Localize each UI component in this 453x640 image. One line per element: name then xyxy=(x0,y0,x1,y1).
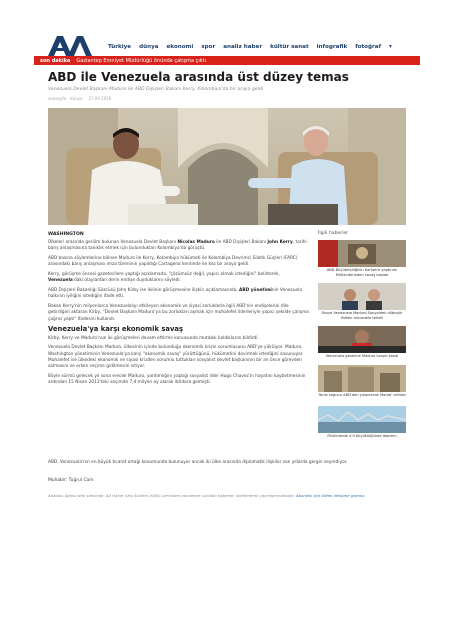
paragraph-5: Bakan Kerry'nin milyonlarca Venezuelalıyı etkileyen ekonomik ve siyasi zorluklarla ilgili ABD'nin endişelerini dile getirdiğini aktaran Kirby, "Devlet Başkanı Maduro'ya bu zorlukları aşmak için muhalefet liderleriyle yapıcı şekilde çalışma çağrısı yaptı" ifadesini kullandı. xyxy=(48,303,309,322)
article-body xyxy=(48,240,310,390)
related-thumbnail xyxy=(318,406,406,433)
nav-item-ekonomi[interactable]: ekonomi xyxy=(166,44,194,50)
related-news-item[interactable] xyxy=(318,365,406,398)
paragraph-text: Ülkeleri arasında gerilim bulunan Venezuela Devlet Başkanı xyxy=(48,240,178,245)
article-meta xyxy=(48,96,111,101)
paragraph-8: Böyle sürmü gelecek yıl sona erecek Maduro, yardımlığını yaptığı sosyalist lider Hugo Chavez'in hayatını kaybetmesinin ardından 15 Nisan 2013'teki seçimde 7,4 milyon oy alarak iktidara gelmişti. xyxy=(48,373,306,386)
agency-note xyxy=(48,493,408,499)
breaking-news-bar[interactable] xyxy=(34,56,420,65)
related-caption: Venezuela geneline Maduro karşıtı kanal xyxy=(325,354,399,358)
emphasis-venezuela: Venezuela xyxy=(48,278,73,284)
paragraph-1 xyxy=(48,240,310,253)
paragraph-4 xyxy=(48,288,310,301)
paragraph-9: ABD, Venezuela'nın en büyük ticaret ortağı konumunda bulunuyor ancak iki ülke arasında diplomatik ilişkiler son yıllarda gergin seyrediyor. xyxy=(48,460,348,465)
paragraph-text: 'daki olaylardan derin endişe duyduklarını söyledi. xyxy=(72,278,181,284)
paragraph-text: nin Venezuela halkının iyiliğini istediğini ifade etti. xyxy=(48,287,302,300)
emphasis-abd: ABD yönetimi xyxy=(239,287,272,293)
related-news-item[interactable] xyxy=(318,326,406,359)
related-news-title: İlgili haberler xyxy=(318,231,349,236)
related-caption: ABD Büyükelçiliğinin Karkas'e yaptırımı Mülteciterinden savaş başlatı xyxy=(326,268,398,277)
breaking-text[interactable]: Gaziantep Emniyet Müdürlüğü önünde çatışma çıktı xyxy=(76,57,207,64)
emphasis-kerry: John Kerry xyxy=(267,240,293,245)
aa-logo-icon xyxy=(46,34,104,56)
paragraph-3 xyxy=(48,272,310,285)
paragraph-7: Venezuela Devlet Başkanı Maduro, ülkesinin içinde bulunduğu ekonomik krizin sorumlusunu ABD'ye yüklüyor. Maduro, Washington yönetiminin Venezuela'ya karşı "ekonomik savaş" yürüttüğünü, hükümetini devirmek istediğini savunuyor. Muhalefet ise ülkedeki ekonomik ve siyasi krizden sorumlu tuttukları sosyalist devlet başkanının bir an önce görevden azlmasını ve erken seçime gidilmesini istiyor. xyxy=(48,345,304,370)
paragraph-text: Kerry, görüşme öncesi gazetecilere yaptığı açıklamada, "çözümsüz değil, yapıcı olmak istediğini" belirterek, xyxy=(48,271,280,277)
article-photo-image xyxy=(48,108,406,225)
aa-logo[interactable] xyxy=(46,34,104,56)
related-thumbnail-image xyxy=(318,240,406,267)
paragraph-text: , tarihi barış anlaşmasına tanıklık etmek için bulundukları Kolombiya'da görüştü. xyxy=(48,240,307,252)
paragraph-6: Kirby, Kerry ve Maduro'nun iki görüşmeleri devam ettirme konusunda mutabık kaldıklarını bildirdi. xyxy=(48,335,259,341)
meta-date: 27.09.2016 xyxy=(88,96,112,101)
main-nav xyxy=(108,44,392,50)
related-thumbnail xyxy=(318,240,406,267)
related-news-item[interactable] xyxy=(318,240,406,277)
paragraph-text: ile ABD Dışişleri Bakanı xyxy=(214,240,268,245)
related-caption: Tenie segunu ABD'den çıkarılacak Mareb' ortibisi xyxy=(318,393,406,397)
reporter-signature: Muhabir: Tuğrul Cam xyxy=(48,478,94,483)
note-text: Anadolu Ajansı web sitesinde, AA Haber Akış Sistemi (HAS) üzerinden abonelere sunulan haberler, özetlenerek yayımlanmaktadır. xyxy=(48,493,297,498)
article-photo xyxy=(48,108,406,225)
nav-item-turkiye[interactable]: Türkiye xyxy=(108,44,132,50)
nav-item-kultur-sanat[interactable]: kültür sanat xyxy=(270,44,309,50)
paragraph-text: ABD Dışişleri Bakanlığı Sözcüsü John Kirby ise ikilinin görüşmesine ilişkin açıklamasında, xyxy=(48,287,240,293)
related-thumbnail xyxy=(318,365,406,392)
article-title: ABD ile Venezuela arasında üst düzey temas xyxy=(48,70,349,84)
nav-item-fotograf[interactable]: fotoğraf xyxy=(355,44,381,50)
breaking-tag: son dakika xyxy=(40,57,71,64)
related-caption: Rusya Venezuela Maduro Sonyaldek dilbirgür ittifakı mücadele tehdit xyxy=(321,311,403,320)
related-thumbnail xyxy=(318,326,406,353)
nav-item-spor[interactable]: spor xyxy=(201,44,216,50)
related-thumbnail-image xyxy=(318,326,406,353)
paragraph-2: ABD basına söylemlerine bilinen Maduro ile Kerry, Kolombiya hükümeti ile Kolombiya Devrimci Silahlı Güçleri (FARC) arasındaki barış anlaşması imza töreninin yapıldığı Cartagena kentinde ile kez bir araya geldi. xyxy=(48,255,298,268)
related-thumbnail-image xyxy=(318,283,406,310)
related-news-item[interactable] xyxy=(318,406,406,439)
related-thumbnail xyxy=(318,283,406,310)
nav-item-dunya[interactable]: dünya xyxy=(139,44,159,50)
nav-item-infografik[interactable]: infografik xyxy=(316,44,348,50)
article-dateline: WASHINGTON xyxy=(48,232,84,237)
related-caption: Filistinlerde 4.9 büyüklüğünde deprem xyxy=(327,434,397,438)
article-subtitle: Venezuela Devlet Başkanı Maduro ile ABD Dışişleri Bakanı Kerry, Kolombiya'da bir araya geldi xyxy=(48,87,264,92)
related-thumbnail-image xyxy=(318,365,406,392)
nav-item-analiz-haber[interactable]: analiz haber xyxy=(223,44,263,50)
subscription-link[interactable]: Abonelik için lütfen iletişime geçiniz. xyxy=(296,493,366,498)
nav-more-chevron-icon[interactable]: ▾ xyxy=(389,44,392,50)
emphasis-maduro: Nicolas Maduro xyxy=(177,240,215,245)
section-heading: Venezuela'ya karşı ekonomik savaş xyxy=(48,325,184,334)
related-thumbnail-image xyxy=(318,406,406,433)
related-news-item[interactable] xyxy=(318,283,406,320)
meta-section[interactable]: anasayfa · dünya xyxy=(48,96,83,101)
